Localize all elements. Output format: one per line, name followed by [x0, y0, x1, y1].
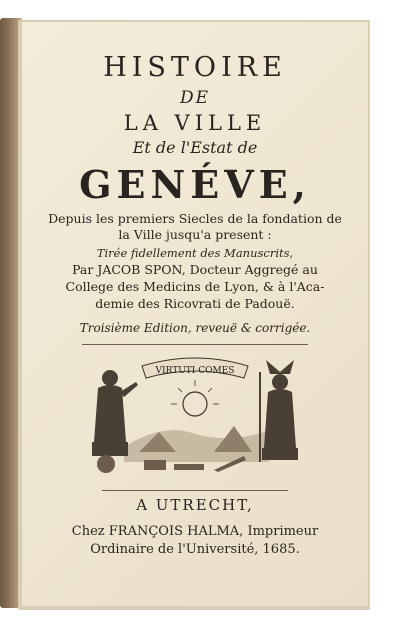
subtitle-line-1: Depuis les premiers Siecles de la fondation de	[48, 211, 342, 226]
divider-top	[82, 344, 308, 345]
edition-line: Troisième Edition, reveuë & corrigée.	[79, 321, 311, 335]
imprint-date: Ordinaire de l'Université, 1685.	[90, 542, 300, 557]
divider-bottom	[102, 490, 288, 491]
title-la-ville: LA VILLE	[123, 111, 267, 135]
author-line-1: Par JACOB SPON, Docteur Aggregé au	[72, 262, 318, 277]
title-estat: Et de l'Estat de	[132, 138, 258, 157]
subtitle-line-2: la Ville jusqu'a present :	[118, 227, 272, 242]
title-page	[22, 22, 368, 606]
title-geneve: GENÉVE,	[79, 162, 311, 207]
emblem-motto: VIRTUTI COMES	[155, 366, 235, 376]
author-line-2: College des Medicins de Lyon, & à l'Aca-	[65, 279, 325, 294]
author-line-3: demie des Ricovrati de Padouë.	[95, 296, 295, 311]
imprint-place: A UTRECHT,	[136, 496, 254, 514]
printer-emblem-engraving	[84, 352, 306, 480]
title-histoire: HISTOIRE	[103, 52, 287, 83]
subtitle-line-3: Tirée fidellement des Manuscrits,	[96, 246, 294, 260]
imprint-printer: Chez FRANÇOIS HALMA, Imprimeur	[71, 524, 319, 539]
title-de: DE	[179, 88, 211, 108]
